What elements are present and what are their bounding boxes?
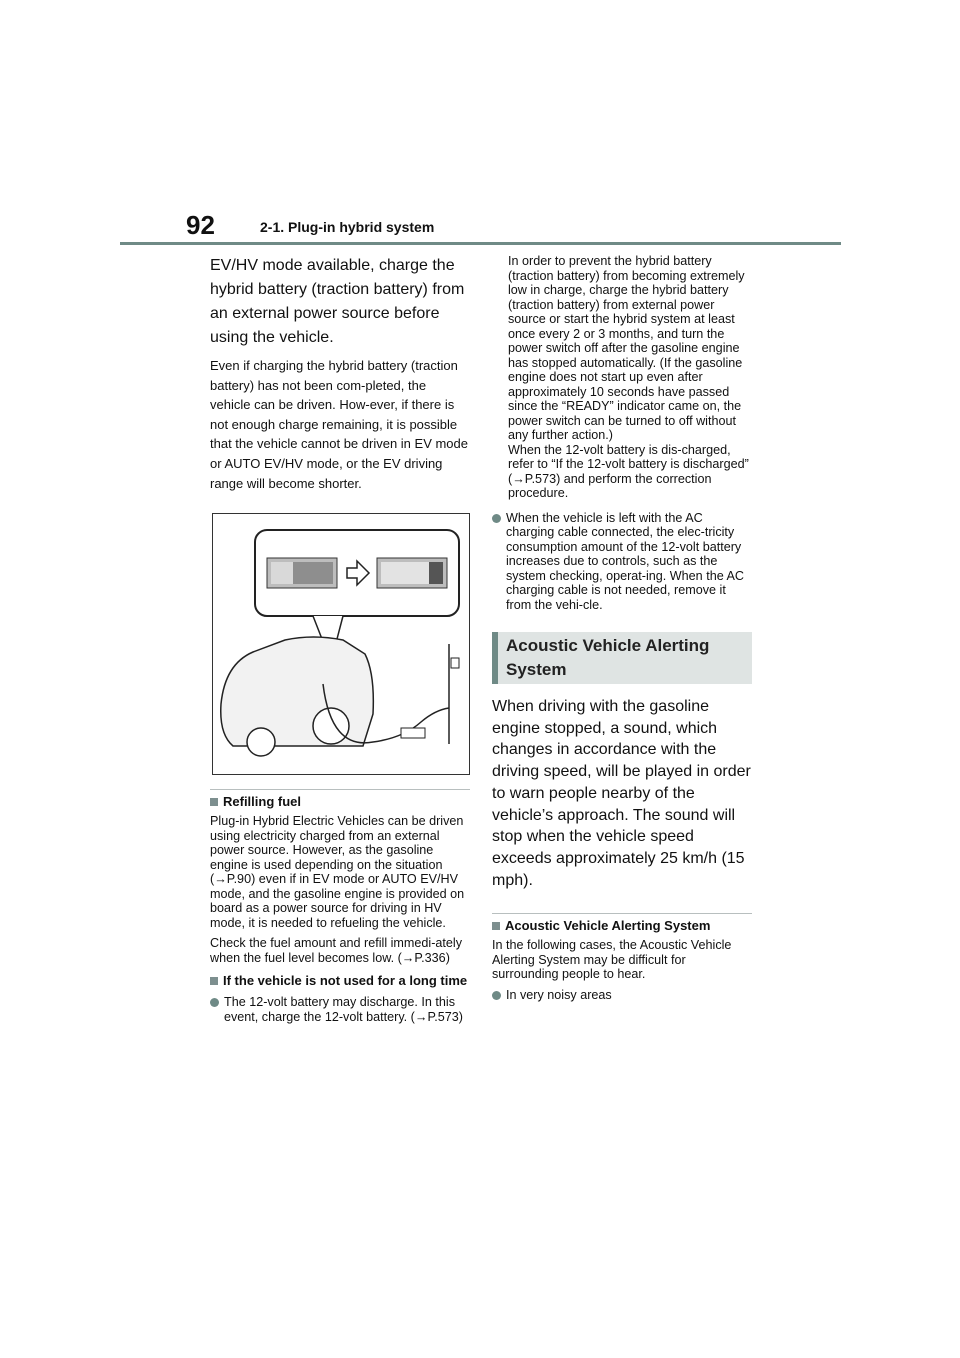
bullet-dot-icon (492, 991, 501, 1000)
charging-illustration (212, 513, 470, 775)
avas-heading: Acoustic Vehicle Alerting System (505, 918, 711, 934)
refilling-fuel-section (210, 789, 470, 965)
left-column (210, 254, 470, 1024)
refill-check-text: Check the fuel amount and refill immedi-ately when the fuel level becomes low. (→P.336) (210, 936, 462, 965)
bullet-dot-icon (210, 998, 219, 1007)
vehicle-icon (221, 637, 374, 746)
refilling-fuel-heading: Refilling fuel (223, 794, 301, 810)
charging-note: Even if charging the hybrid battery (traction battery) has not been com-pleted, the vehicle can be driven. How-ever, if there is not enough charge remaining, it is possible that the vehicle cannot be driven in EV mode or AUTO EV/HV mode, or the EV driving range will become shorter. (210, 358, 468, 491)
maintenance-charge-text: In order to prevent the hybrid battery (traction battery) from becoming extremely low in charge, charge the hybrid battery (traction battery) from external power source or start the hybrid system at least once every 2 or 3 months, and turn the power switch off after the gasoline engine has stopped automatically. (If the gasoline engine does not start up even after approximately 10 seconds have passed since the “READY” indicator came on, the power switch can be turned to off without any further action.) (508, 254, 745, 442)
refilling-fuel-text: Plug-in Hybrid Electric Vehicles can be driven using electricity charged from an external power source. However, as the gasoline engine is used depending on the situation (→P.90) even if in EV mode or AUTO EV/HV mode, and the gasoline engine is provided on board as a power source for driving in HV mode, it is needed to refueling the vehicle. (210, 814, 465, 930)
avas-banner (492, 632, 752, 684)
square-bullet-icon (492, 922, 500, 930)
page-number: 92 (186, 210, 215, 240)
bullet-dot-icon (492, 514, 501, 523)
header-rule (120, 242, 841, 245)
unused-vehicle-section (210, 973, 470, 1024)
square-bullet-icon (210, 798, 218, 806)
avas-lead: When driving with the gasoline engine stopped, a sound, which changes in accordance with the driving speed, will be played in order to warn people nearby of the vehicle’s approach. The sound will stop when the vehicle speed exceeds approximately 25 km/h (15 mph). (492, 698, 751, 889)
noisy-areas-bullet: In very noisy areas (506, 987, 612, 1002)
charging-control-box (401, 728, 425, 738)
right-column (492, 254, 752, 1002)
unused-vehicle-bullet: The 12-volt battery may discharge. In this event, charge the 12-volt battery. (→P.573) (224, 995, 463, 1024)
ac-cable-bullet: When the vehicle is left with the AC charging cable connected, the elec-tricity consumption amount of the 12-volt battery increases due to controls, such as the system checking, operat-ing. When the AC charging cable is not needed, remove it from the vehi-cle. (506, 510, 744, 612)
power-outlet-icon (451, 658, 459, 668)
section-title: 2-1. Plug-in hybrid system (260, 219, 435, 235)
discharge-reference-text: When the 12-volt battery is dis-charged, refer to “If the 12-volt battery is discharged” (→P.573) and perform the correction procedure. (508, 442, 749, 500)
unused-vehicle-heading: If the vehicle is not used for a long time (223, 973, 468, 989)
charging-illustration-svg (213, 514, 469, 774)
avas-text: In the following cases, the Acoustic Vehicle Alerting System may be difficult for surrounding people to hear. (492, 938, 732, 982)
avas-banner-title: Acoustic Vehicle Alerting System (506, 636, 710, 679)
lead-paragraph: EV/HV mode available, charge the hybrid battery (traction battery) from an external power source before using the vehicle. (210, 257, 465, 346)
avas-section (492, 913, 752, 1002)
square-bullet-icon (210, 977, 218, 985)
